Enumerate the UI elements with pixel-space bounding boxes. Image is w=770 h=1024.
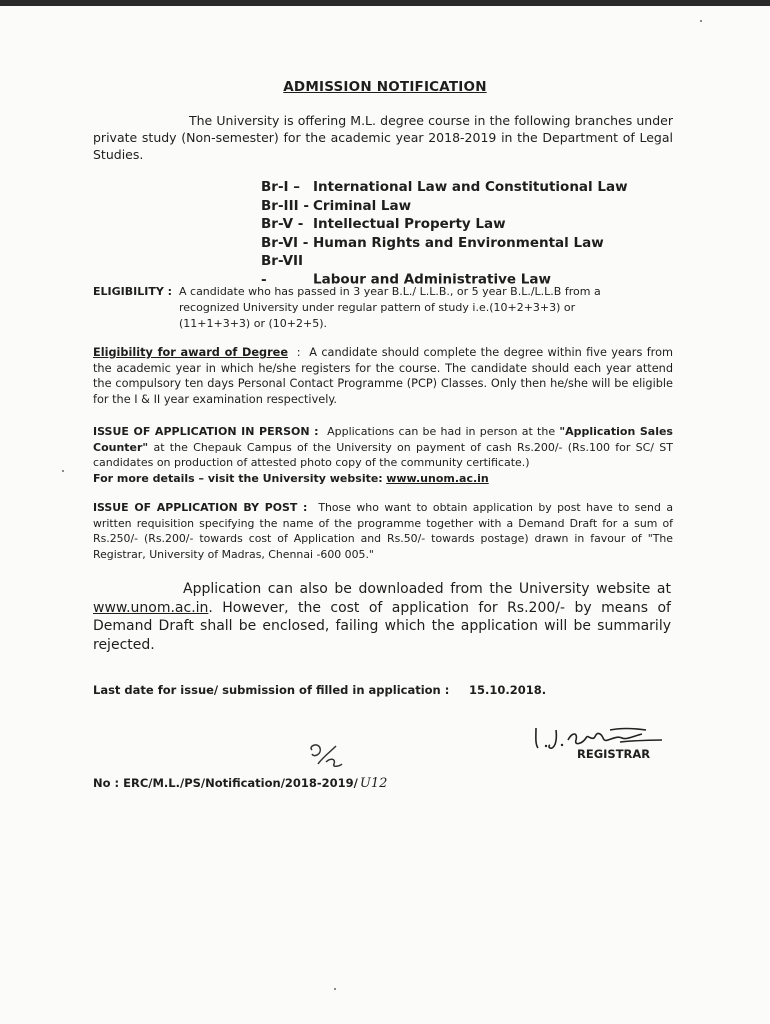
- download-text-after: . However, the cost of application for Rs.200/- by means of Demand Draft shall be enclosed, failing which the application will be summarily rejected.: [93, 599, 671, 653]
- download-website-link[interactable]: www.unom.ac.in: [93, 599, 209, 616]
- branch-code: Br-III -: [261, 197, 309, 214]
- intro-paragraph: The University is offering M.L. degree course in the following branches under private study (Non-semester) for the academic year 2018-2019 in the Department of Legal Studies.: [93, 113, 673, 162]
- scan-speck: [334, 988, 336, 990]
- scan-speck: [700, 20, 702, 22]
- branch-name: Criminal Law: [313, 197, 412, 214]
- branch-code: Br-VII -: [261, 253, 304, 288]
- eligibility-label: ELIGIBILITY :: [93, 285, 173, 298]
- registrar-label: REGISTRAR: [577, 747, 651, 761]
- page-title: ADMISSION NOTIFICATION: [283, 79, 487, 95]
- branch-item: [261, 234, 628, 253]
- issue-by-post-text: Those who want to obtain application by post have to send a written requisition specifying the name of the programme together with a Demand Draft for a sum of Rs.250/- (Rs.200/- towards cost of Application and Rs.50/- towards postage) drawn in favour of "The Registrar, University of Madras, Chennai -600 005.": [93, 501, 673, 561]
- issue-in-person-text: Applications can be had in person at the: [327, 425, 556, 438]
- branch-item: [261, 215, 628, 234]
- degree-award-separator: :: [296, 346, 301, 359]
- reference-handwritten-number: U12: [359, 776, 388, 791]
- degree-award-label: Eligibility for award of Degree: [93, 346, 288, 359]
- last-date-value: 15.10.2018.: [469, 683, 547, 697]
- branch-name: International Law and Constitutional Law: [313, 179, 628, 195]
- issue-in-person-section: [93, 424, 673, 486]
- issue-by-post-label: ISSUE OF APPLICATION BY POST :: [93, 501, 308, 514]
- branch-list: [261, 178, 628, 289]
- download-text: Application can also be downloaded from the University website at: [183, 581, 671, 597]
- university-website-link[interactable]: www.unom.ac.in: [386, 471, 489, 485]
- handwritten-initial-mark: [304, 740, 344, 770]
- eligibility-text: A candidate who has passed in 3 year B.L./ L.L.B., or 5 year B.L./L.L.B from a recognized University under regular pattern of study i.e.(10+2+3+3) or (11+1+3+3) or (10+2+5).: [179, 285, 601, 330]
- branch-name: Labour and Administrative Law: [313, 271, 551, 288]
- branch-name: Intellectual Property Law: [313, 216, 506, 232]
- download-paragraph: [93, 580, 671, 654]
- reference-label: No : ERC/M.L./PS/Notification/2018-2019/: [93, 776, 358, 790]
- download-section: [93, 580, 671, 654]
- more-details-label: For more details – visit the University website:: [93, 471, 383, 485]
- branch-code: Br-V -: [261, 216, 304, 232]
- sales-counter-highlight: "Application Sales Counter": [93, 425, 673, 454]
- issue-by-post-section: [93, 500, 673, 562]
- scan-top-border: [0, 0, 770, 6]
- degree-award-text: A candidate should complete the degree within five years from the academic year in which he/she registers for the course. The candidate should each year attend the compulsory ten days Personal Contact Programme (PCP) Classes. Only then he/she will be eligible for the I & II year examination respectively.: [93, 346, 673, 406]
- branch-code: Br-VI -: [261, 234, 309, 251]
- branch-code: Br-I –: [261, 179, 301, 195]
- branch-item: [261, 197, 628, 216]
- branch-item: [261, 178, 628, 197]
- issue-in-person-label: ISSUE OF APPLICATION IN PERSON :: [93, 425, 319, 438]
- scan-speck: [62, 470, 64, 472]
- last-date-label: Last date for issue/ submission of filled in application :: [93, 683, 450, 697]
- issue-in-person-text-after: at the Chepauk Campus of the University on payment of cash Rs.200/- (Rs.100 for SC/ ST candidates on production of attested photo copy of the community certificate.): [93, 440, 674, 469]
- branch-name: Human Rights and Environmental Law: [313, 234, 604, 251]
- degree-award-section: [93, 345, 673, 407]
- reference-number: [93, 776, 387, 791]
